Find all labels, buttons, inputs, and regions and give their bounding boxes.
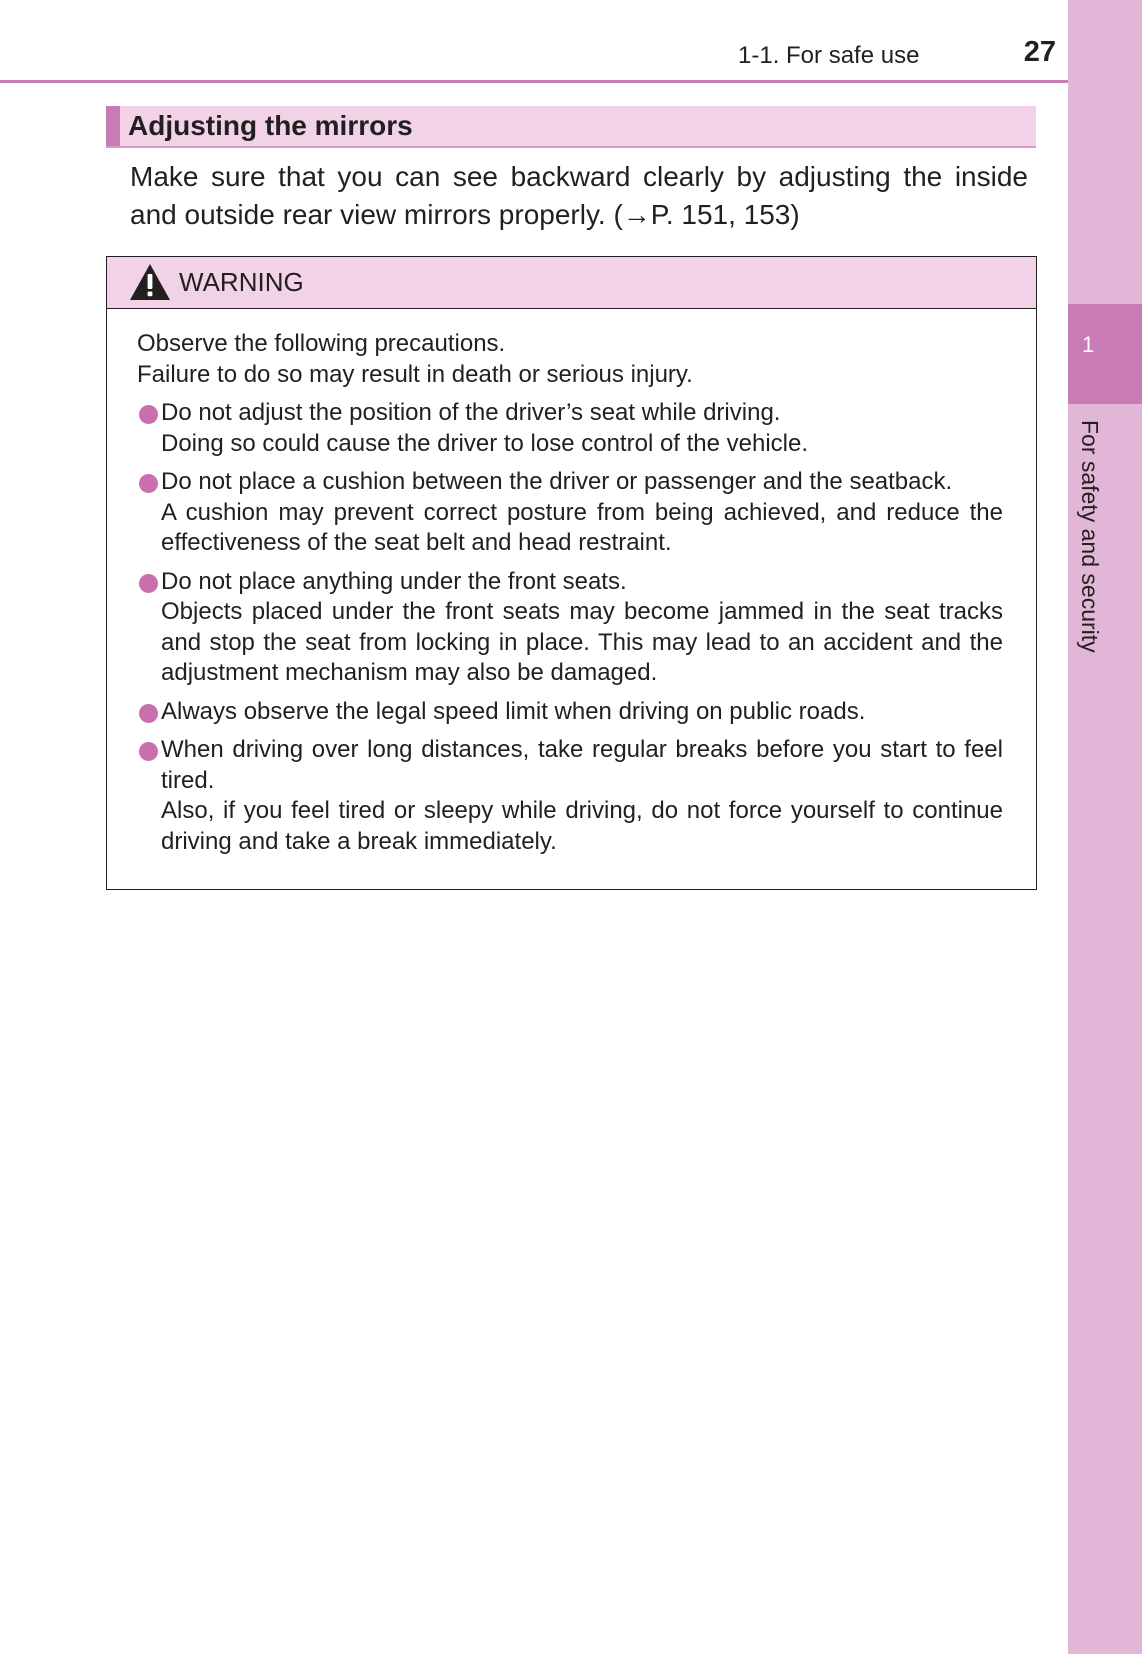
section-title: Adjusting the mirrors bbox=[128, 110, 413, 141]
precaution-item bbox=[137, 398, 1003, 459]
warning-lead-line: Observe the following precautions. bbox=[137, 330, 506, 357]
precaution-heading: Do not adjust the position of the driver’s seat while driving. bbox=[161, 399, 781, 426]
precaution-body: Objects placed under the front seats may become jammed in the seat tracks and stop the seat from locking in place. This may lead to an accident and the adjustment mechanism may also be damaged. bbox=[161, 598, 1003, 686]
warning-lead bbox=[137, 329, 1003, 390]
warning-body bbox=[137, 329, 1003, 857]
bullet-icon bbox=[139, 704, 158, 723]
precaution-heading: Always observe the legal speed limit when driving on public roads. bbox=[161, 697, 866, 725]
bullet-icon bbox=[139, 742, 158, 761]
precaution-heading: Do not place anything under the front seats. bbox=[161, 567, 627, 595]
precaution-body: A cushion may prevent correct posture from being achieved, and reduce the effectiveness of the seat belt and head restraint. bbox=[161, 498, 1003, 556]
precaution-body: Also, if you feel tired or sleepy while driving, do not force yourself to continue driving and take a break immediately. bbox=[161, 797, 1003, 855]
chapter-strip bbox=[1068, 0, 1142, 1654]
section-intro: Make sure that you can see backward clearly by adjusting the inside and outside rear view mirrors properly. (→P. 151, 153) bbox=[130, 161, 1028, 230]
precaution-item bbox=[137, 735, 1003, 857]
warning-box bbox=[106, 256, 1037, 890]
chapter-title: For safety and security bbox=[1077, 420, 1103, 653]
header-divider bbox=[0, 80, 1068, 83]
warning-triangle-icon bbox=[129, 263, 171, 301]
bullet-icon bbox=[139, 405, 158, 424]
section-heading bbox=[106, 106, 1036, 148]
section-heading-accent bbox=[106, 106, 120, 146]
chapter-tab[interactable] bbox=[1068, 304, 1142, 404]
warning-lead-line: Failure to do so may result in death or serious injury. bbox=[137, 360, 693, 388]
warning-title: WARNING bbox=[179, 267, 304, 297]
precaution-heading: When driving over long distances, take regular breaks before you start to feel tired. bbox=[161, 736, 1003, 794]
warning-header bbox=[107, 257, 1036, 309]
bullet-icon bbox=[139, 574, 158, 593]
precaution-item bbox=[137, 467, 1003, 559]
page-number: 27 bbox=[1023, 36, 1056, 68]
precaution-body: Doing so could cause the driver to lose control of the vehicle. bbox=[161, 429, 809, 457]
bullet-icon bbox=[139, 474, 158, 493]
precaution-list bbox=[137, 398, 1003, 857]
precaution-heading: Do not place a cushion between the driver or passenger and the seatback. bbox=[161, 468, 953, 495]
precaution-item bbox=[137, 567, 1003, 689]
precaution-item bbox=[137, 697, 1003, 728]
chapter-number: 1 bbox=[1082, 332, 1095, 357]
running-header: 1-1. For safe use bbox=[738, 42, 920, 69]
